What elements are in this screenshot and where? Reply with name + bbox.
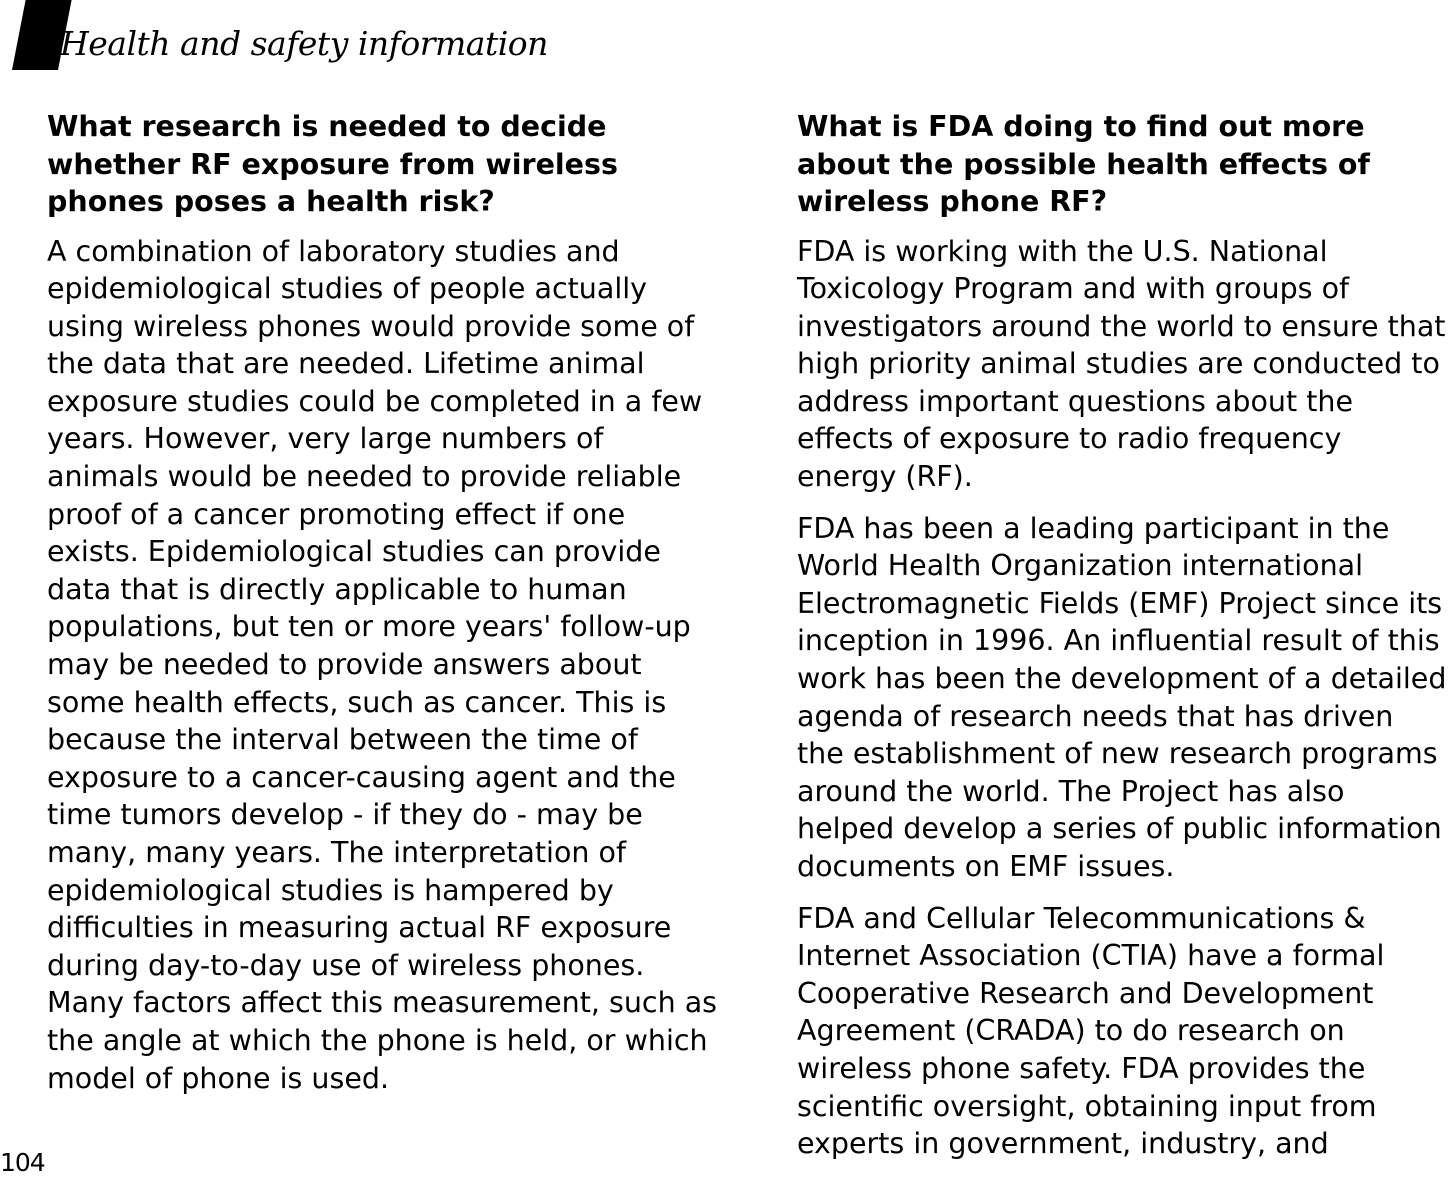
body-paragraph: FDA has been a leading participant in the World Health Organization international Electromagnetic Fields (EMF) Project since its inception in 1996. An influential result of this work has been the development of a detailed agenda of research needs that has driven the establishment of new research programs around the world. The Project has also helped develop a series of public information documents on EMF issues.	[797, 511, 1447, 883]
page-header-title: Health and safety information	[60, 24, 548, 63]
page-number: 104	[0, 1148, 45, 1177]
body-paragraph: A combination of laboratory studies and epidemiological studies of people actually using wireless phones would provide some of the data that are needed. Lifetime animal exposure studies could be completed in a few years. However, very large numbers of animals would be needed to provide reliable proof of a cancer promoting effect if one exists. Epidemiological studies can provide data that is directly applicable to human populations, but ten or more years' follow-up may be needed to provide answers about some health effects, such as cancer. This is because the interval between the time of exposure to a cancer-causing agent and the time tumors develop - if they do - may be many, many years. The interpretation of epidemiological studies is hampered by difficulties in measuring actual RF exposure during day-to-day use of wireless phones. Many factors affect this measurement, such as the angle at which the phone is held, or which model of phone is used.	[47, 234, 718, 1095]
section-heading-fda-research: What is FDA doing to find out more about the possible health effects of wireless phone RF?	[797, 110, 1370, 218]
right-column	[797, 108, 1449, 1163]
left-column	[47, 108, 717, 1097]
body-paragraph: FDA is working with the U.S. National Toxicology Program and with groups of investigators around the world to ensure that high priority animal studies are conducted to address important questions about the effects of exposure to radio frequency energy (RF).	[797, 234, 1446, 494]
body-paragraph: FDA and Cellular Telecommunications & Internet Association (CTIA) have a formal Cooperative Research and Development Agreement (CRADA) to do research on wireless phone safety. FDA provides the scientific oversight, obtaining input from experts in government, industry, and	[797, 901, 1385, 1161]
section-heading-research-needed: What research is needed to decide whether RF exposure from wireless phones poses a health risk?	[47, 110, 618, 218]
